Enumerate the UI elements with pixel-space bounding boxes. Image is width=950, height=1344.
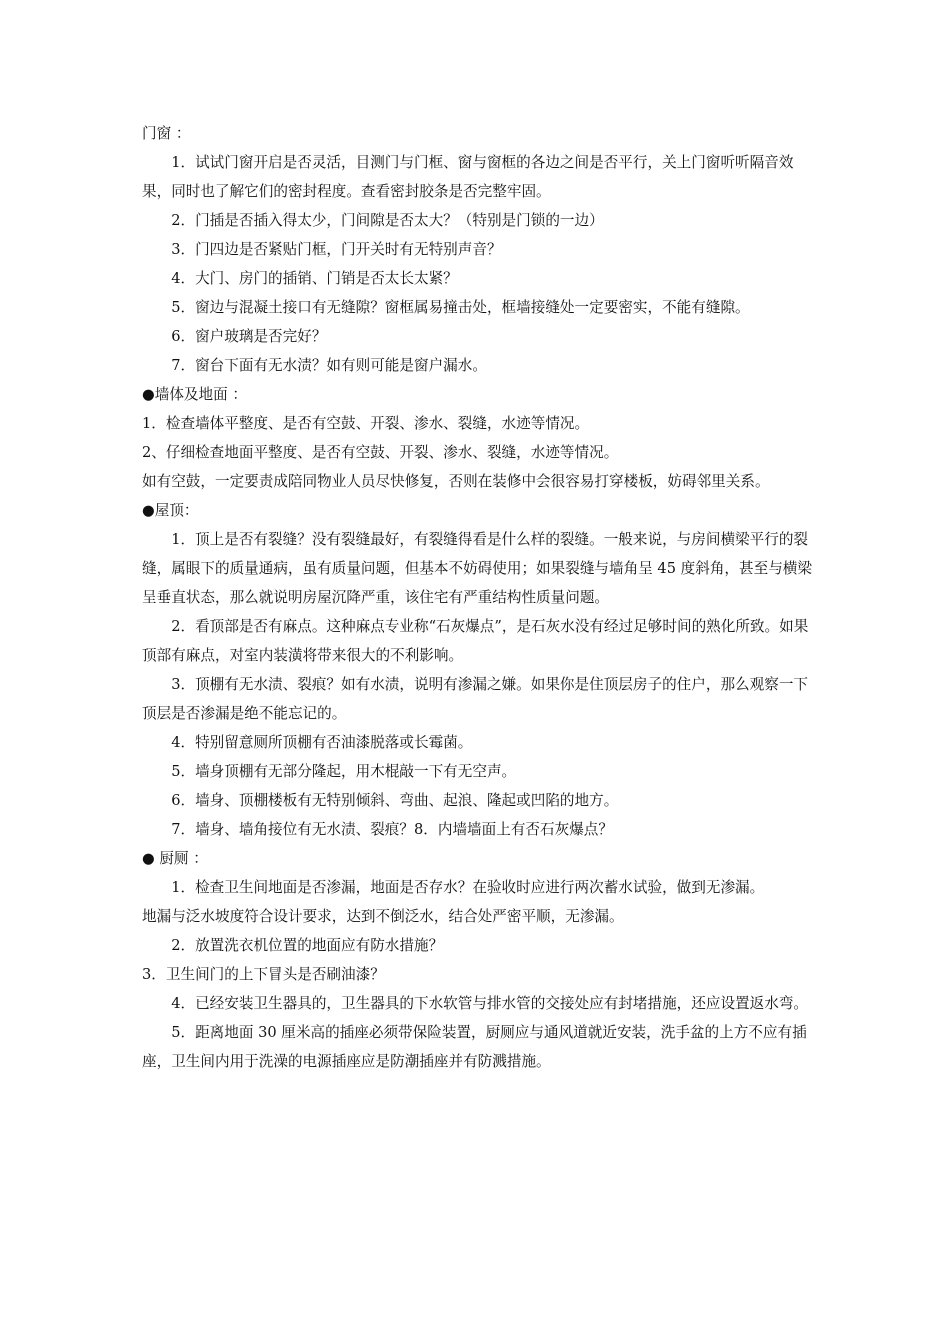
paragraph: 3．门四边是否紧贴门框，门开关时有无特别声音？ (171, 241, 502, 258)
paragraph: 2．门插是否插入得太少，门间隙是否太大？（特别是门锁的一边） (171, 212, 604, 229)
paragraph: 4．大门、房门的插销、门销是否太长太紧？ (171, 270, 458, 287)
section-heading-doors-windows: 门窗 ： (142, 125, 191, 142)
paragraph: 2．放置洗衣机位置的地面应有防水措施？ (171, 937, 444, 954)
paragraph: 如有空鼓，一定要责成陪同物业人员尽快修复，否则在装修中会很容易打穿楼板，妨碍邻里关系。 (142, 473, 770, 490)
paragraph: 1．试试门窗开启是否灵活，目测门与门框、窗与窗框的各边之间是否平行，关上门窗听听隔音效果，同时也了解它们的密封程度。查看密封胶条是否完整牢固。 (142, 154, 794, 200)
paragraph: 7．墙身、墙角接位有无水渍、裂痕？8．内墙墙面上有否石灰爆点？ (171, 821, 613, 838)
paragraph: 3．卫生间门的上下冒头是否刷油漆？ (142, 966, 385, 983)
paragraph: 2．看顶部是否有麻点。这种麻点专业称“石灰爆点”，是石灰水没有经过足够时间的熟化所致。如果顶部有麻点，对室内装潢将带来很大的不利影响。 (142, 618, 809, 664)
paragraph: 6．墙身、顶棚楼板有无特别倾斜、弯曲、起浪、隆起或凹陷的地方。 (171, 792, 619, 809)
section-heading-walls-floor: ●墙体及地面 ： (142, 386, 247, 403)
paragraph: 1．检查墙体平整度、是否有空鼓、开裂、渗水、裂缝，水迹等情况。 (142, 415, 590, 432)
paragraph: 6．窗户玻璃是否完好？ (171, 328, 327, 345)
paragraph: 5．墙身顶棚有无部分隆起，用木棍敲一下有无空声。 (171, 763, 517, 780)
paragraph: 7．窗台下面有无水渍？如有则可能是窗户漏水。 (171, 357, 487, 374)
paragraph: 地漏与泛水坡度符合设计要求，达到不倒泛水，结合处严密平顺，无渗漏。 (142, 908, 624, 925)
paragraph: 4．已经安装卫生器具的，卫生器具的下水软管与排水管的交接处应有封堵措施，还应设置返水弯。 (171, 995, 809, 1012)
paragraph: 5．窗边与混凝土接口有无缝隙？窗框属易撞击处，框墙接缝处一定要密实，不能有缝隙。 (171, 299, 750, 316)
section-heading-kitchen-toilet: ● 厨厕 ： (142, 850, 208, 867)
paragraph: 2、仔细检查地面平整度、是否有空鼓、开裂、渗水、裂缝，水迹等情况。 (142, 444, 619, 461)
paragraph: 1．检查卫生间地面是否渗漏，地面是否存水？在验收时应进行两次蓄水试验，做到无渗漏。 (171, 879, 765, 896)
paragraph: 1．顶上是否有裂缝？没有裂缝最好，有裂缝得看是什么样的裂缝。一般来说，与房间横梁平行的裂缝，属眼下的质量通病，虽有质量问题，但基本不妨碍使用；如果裂缝与墙角呈 45 度斜角，甚至与横梁呈垂直状态，那么就说明房屋沉降严重，该住宅有严重结构性质量问题。 (142, 531, 812, 606)
paragraph: 3．顶棚有无水渍、裂痕？如有水渍，说明有渗漏之嫌。如果你是住顶层房子的住户，那么观察一下顶层是否渗漏是绝不能忘记的。 (142, 676, 809, 722)
document-body (142, 119, 812, 1076)
paragraph: 4．特别留意厕所顶棚有否油漆脱落或长霉菌。 (171, 734, 473, 751)
paragraph: 5．距离地面 30 厘米高的插座必须带保险装置，厨厕应与通风道就近安装，洗手盆的上方不应有插座，卫生间内用于洗澡的电源插座应是防潮插座并有防溅措施。 (142, 1024, 807, 1070)
section-heading-ceiling: ●屋顶： (142, 502, 199, 519)
